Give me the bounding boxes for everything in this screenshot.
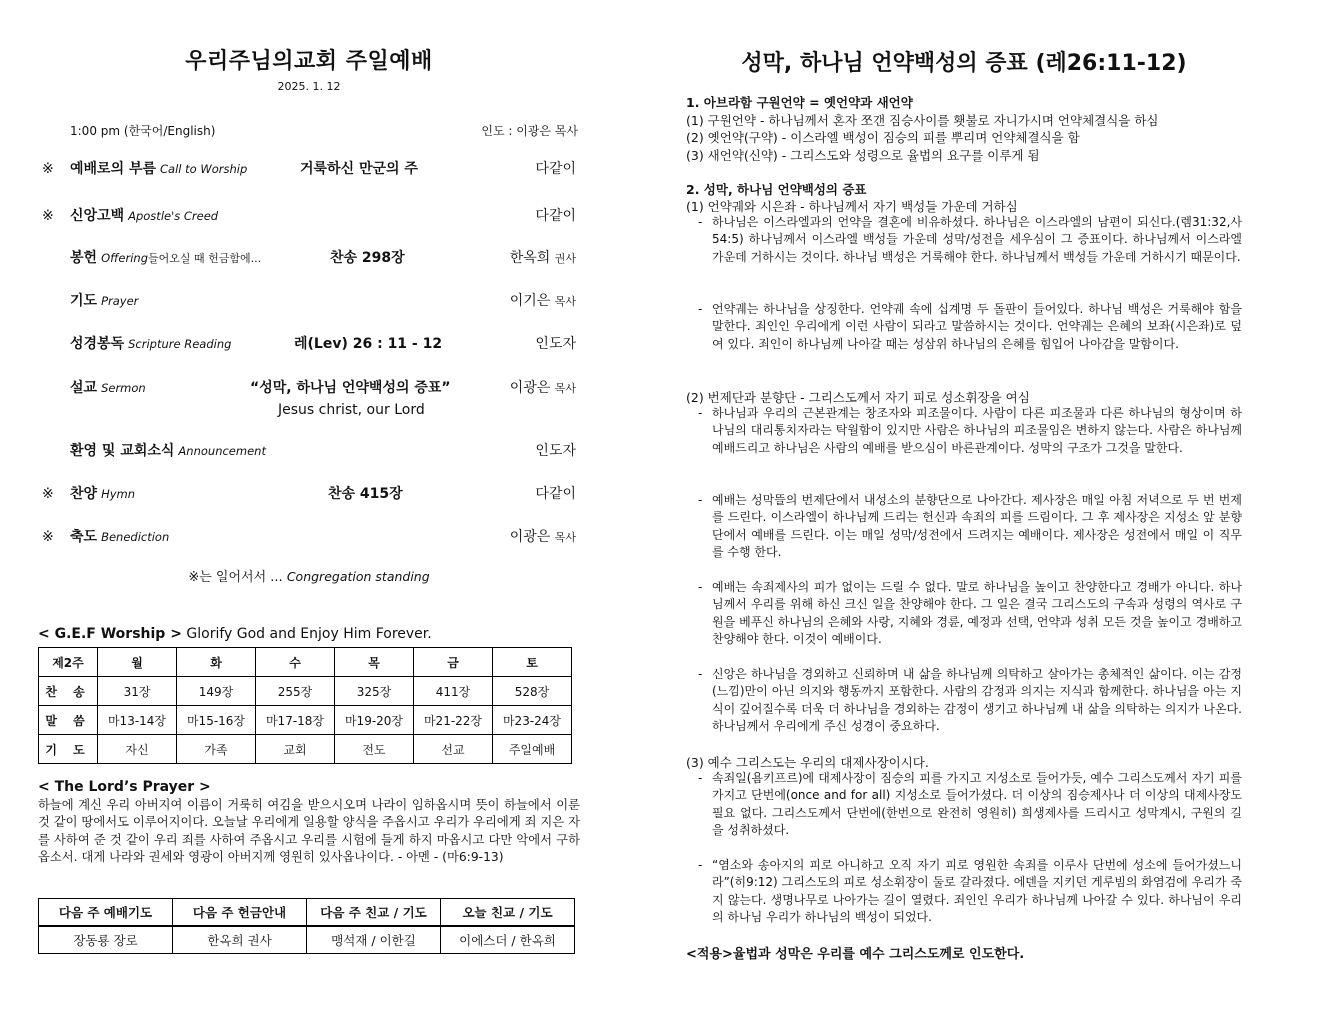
week-cell: 가족 <box>177 735 256 764</box>
order-item-en: Hymn <box>101 487 136 501</box>
duty-value-cell: 한옥희 권사 <box>173 926 307 954</box>
section-1-item: (1) 구원언약 - 하나님께서 혼자 쪼갠 짐승사이를 횃불로 자니가시며 언약체결식을 하심 <box>686 113 1159 128</box>
order-item <box>42 377 578 401</box>
order-item-name <box>70 483 135 503</box>
order-item-en: Announcement <box>178 444 266 458</box>
leader-name: 다같이 <box>535 486 576 502</box>
leader-name: 다같이 <box>535 208 576 224</box>
week-cell: 선교 <box>414 735 493 764</box>
bullet-text: 하나님과 우리의 근본관계는 창조자와 피조물이다. 사람이 다른 피조물과 다른 하나님의 형상이며 하나님의 대리통치자라는 탁월함이 있지만 사람은 하나님의 피조물임은 변하지 않는다. 사람은 하나님께 예배드리고 하나님은 사람의 예배를 받으심이 바른관계이다. 성막의 구조가 그것을 말한다. <box>712 406 1242 455</box>
standing-mark: ※ <box>42 486 54 502</box>
duty-header-cell: 다음 주 헌금안내 <box>173 899 307 927</box>
order-item <box>42 158 578 182</box>
order-item-name <box>70 333 231 353</box>
week-row-label: 제2주 <box>39 648 98 677</box>
bullet-paragraph: - 속죄일(욤키프르)에 대제사장이 짐승의 피를 가지고 지성소로 들어가듯, 예수 그리스도께서 자기 피를 가지고 단번에(once and for all) 지성소로 들어가셨다. 더 이상의 짐승제사나 더 이상의 대제사장도 필요 없다. 그리스도께서 단번에(한번으로 완전히 영원히) 희생제사를 드리시고 성막계시, 구원의 길을 성취하셨다. <box>698 770 1242 839</box>
application-line: <적용>율법과 성막은 우리를 예수 그리스도께로 인도한다. <box>686 947 1025 962</box>
service-date: 2025. 1. 12 <box>277 80 341 93</box>
week-cell: 화 <box>177 648 256 677</box>
week-cell: 528장 <box>493 677 572 706</box>
lords-prayer-title: < The Lord’s Prayer > <box>38 779 211 795</box>
week-cell: 마15-16장 <box>177 706 256 735</box>
order-item-note: 들어오실 때 헌금함에... <box>148 252 262 265</box>
order-item-ko: 성경봉독 <box>70 336 125 352</box>
order-item-leader <box>510 377 576 397</box>
bullet-paragraph: - 하나님과 우리의 근본관계는 창조자와 피조물이다. 사람이 다른 피조물과 다른 하나님의 형상이며 하나님의 대리통치자라는 탁월함이 있지만 사람은 하나님의 피조물임은 변하지 않는다. 사람은 하나님께 예배드리고 하나님은 사람의 예배를 받으심이 바른관계이다. 성막의 구조가 그것을 말한다. <box>698 405 1242 457</box>
leader-name: 다같이 <box>535 161 576 177</box>
bullet-paragraph: - “염소와 송아지의 피로 아니하고 오직 자기 피로 영원한 속죄를 이루사 단번에 성소에 들어가셨느니라”(히9:12) 그리스도의 피로 성소휘장이 둘로 갈라졌다. 에덴을 지키던 게루빔의 화염검에 우리가 죽지 않는다. 생명나무로 나아가는 길이 열렸다. 죄인인 우리가 하나님께 나아갈 수 있다. 하나님이 우리의 하나님 우리가 하나님의 백성이 되었다. <box>698 857 1242 926</box>
duty-header-cell: 다음 주 친교 / 기도 <box>307 899 441 927</box>
week-row-label: 찬 송 <box>39 677 98 706</box>
order-item-leader <box>510 526 576 546</box>
section-2-heading: 2. 성막, 하나님 언약백성의 증표 <box>686 182 867 197</box>
order-item-leader <box>510 247 576 267</box>
order-item-leader <box>510 290 576 310</box>
order-item-content: 레(Lev) 26 : 11 - 12 <box>294 336 443 352</box>
week-row-label: 말 씀 <box>39 706 98 735</box>
leader-title: 목사 <box>554 295 576 308</box>
order-item-en: Benediction <box>101 530 170 544</box>
leader-name: 이광은 <box>509 380 551 396</box>
order-item-ko: 설교 <box>70 380 98 396</box>
week-cell: 마19-20장 <box>335 706 414 735</box>
time-row <box>70 122 578 139</box>
order-item-ko: 예배로의 부름 <box>70 161 157 177</box>
leader-name: 이기은 <box>509 293 551 309</box>
week-cell: 411장 <box>414 677 493 706</box>
order-item-ko: 기도 <box>70 293 98 309</box>
order-item-en: Scripture Reading <box>128 337 232 351</box>
week-cell: 자신 <box>98 735 177 764</box>
order-item-en: Sermon <box>101 381 146 395</box>
duty-value-row <box>39 926 575 954</box>
week-row <box>39 677 572 706</box>
order-item-name <box>70 377 146 397</box>
order-item-name <box>70 205 218 225</box>
bullet-paragraph: - 예배는 속죄제사의 피가 없이는 드릴 수 없다. 말로 하나님을 높이고 찬양한다고 경배가 아니다. 하나님께서 우리를 위해 하신 크신 일을 찬양해야 한다. 그 일은 결국 그리스도의 구속과 성령의 역사로 구원을 베푸신 하나님의 은혜와 사랑, 지혜와 경륜, 예정과 선택, 언약과 성취 모든 것을 높이고 경배하고 찬양해야 한다. 이것이 예배이다. <box>698 579 1242 648</box>
section-2-point: (2) 번제단과 분향단 - 그리스도께서 자기 피로 성소휘장을 여심 <box>686 390 1030 405</box>
service-title: 우리주님의교회 주일예배 <box>185 49 433 74</box>
week-cell: 월 <box>98 648 177 677</box>
order-item-name <box>70 158 247 178</box>
bullet-paragraph: - 예배는 성막뜰의 번제단에서 내성소의 분향단으로 나아간다. 제사장은 매일 아침 저녁으로 두 번 번제를 드린다. 이스라엘이 하나님께 드리는 헌신과 속죄의 피를 드림이다. 그 후 제사장은 지성소 앞 분향단에서 예배를 드린다. 이는 매일 성막/성전에서 드려지는 예배이다. 제사장은 성전에서 매일 이 직무를 수행 한다. <box>698 492 1242 561</box>
bullet-text: 예배는 성막뜰의 번제단에서 내성소의 분향단으로 나아간다. 제사장은 매일 아침 저녁으로 두 번 번제를 드린다. 이스라엘이 하나님께 드리는 헌신과 속죄의 피를 드림이다. 그 후 제사장은 지성소 앞 분향단에서 예배를 드린다. 이는 매일 성막/성전에서 드려지는 예배이다. 제사장은 성전에서 매일 이 직무를 수행 한다. <box>712 493 1242 559</box>
duty-header-cell: 다음 주 예배기도 <box>39 899 173 927</box>
week-cell: 주일예배 <box>493 735 572 764</box>
order-item-leader <box>535 205 576 225</box>
order-item-ko: 봉헌 <box>70 250 98 266</box>
bullet-paragraph: - 하나님은 이스라엘과의 언약을 결혼에 비유하셨다. 하나님은 이스라엘의 남편이 되신다.(렘31:32,사54:5) 하나님께서 이스라엘 백성들 가운데 성막/성전을 세우심이 그 증표이다. 하나님께서 이스라엘 가운데 거하시는 것이다. 하나님 백성은 거룩해야 한다. 하나님께서 백성들 가운데 거하시기 때문이다. <box>698 214 1242 266</box>
week-cell: 목 <box>335 648 414 677</box>
leader-title: 목사 <box>554 382 576 395</box>
leader-name: 인도자 <box>535 336 576 352</box>
order-item-name <box>70 247 261 267</box>
gef-title: < G.E.F Worship > <box>38 626 182 642</box>
section-1-heading: 1. 아브라함 구원언약 = 옛언약과 새언약 <box>686 95 913 110</box>
order-item <box>42 290 578 314</box>
week-row-label: 기 도 <box>39 735 98 764</box>
weekly-plan-table <box>38 647 572 764</box>
order-item <box>42 526 578 550</box>
leader-name: 이광은 <box>509 529 551 545</box>
order-item-leader <box>535 158 576 178</box>
bullet-text: 속죄일(욤키프르)에 대제사장이 짐승의 피를 가지고 지성소로 들어가듯, 예수 그리스도께서 자기 피를 가지고 단번에(once and for all) 지성소로 들어가셨다. 더 이상의 짐승제사나 더 이상의 대제사장도 필요 없다. 그리스도께서 단번에(한번으로 완전히 영원히) 희생제사를 드리시고 성막계시, 구원의 길을 성취하셨다. <box>712 771 1242 837</box>
order-item <box>42 440 578 464</box>
duty-value-cell: 이에스더 / 한옥희 <box>441 926 575 954</box>
week-cell: 255장 <box>256 677 335 706</box>
service-time: 1:00 pm (한국어/English) <box>70 124 216 138</box>
duty-header-cell: 오늘 친교 / 기도 <box>441 899 575 927</box>
leader-name: 인도자 <box>535 443 576 459</box>
week-cell: 전도 <box>335 735 414 764</box>
week-cell: 31장 <box>98 677 177 706</box>
bullet-paragraph: - 언약궤는 하나님을 상징한다. 언약궤 속에 십계명 두 돌판이 들어있다. 하나님 백성은 거룩해야 함을 말한다. 죄인인 우리에게 이런 사람이 되라고 말씀하시는 것이다. 언약궤는 은혜의 보좌(시은좌)로 덮여 있다. 죄인이 하나님께 나아갈 때는 성삼위 하나님의 은혜를 힘입어 나아감을 말함이다. <box>698 301 1242 353</box>
week-header-row <box>39 648 572 677</box>
order-item-en: Offering <box>101 251 149 265</box>
order-item-name <box>70 290 138 310</box>
sermon-subtitle: Jesus christ, our Lord <box>278 402 425 418</box>
order-item <box>42 205 578 229</box>
section-2-point: (1) 언약궤와 시은좌 - 하나님께서 자기 백성들 가운데 거하심 <box>686 199 1018 214</box>
order-item-leader <box>535 440 576 460</box>
standing-note-ko: ※는 일어서서 ... <box>188 570 283 585</box>
week-cell: 교회 <box>256 735 335 764</box>
order-item-ko: 신앙고백 <box>70 208 125 224</box>
order-item-ko: 환영 및 교회소식 <box>70 443 175 459</box>
gef-heading <box>38 626 432 642</box>
section-2-point: (3) 예수 그리스도는 우리의 대제사장이시다. <box>686 755 929 770</box>
week-cell: 마23-24장 <box>493 706 572 735</box>
order-item-en: Call to Worship <box>160 162 248 176</box>
section-1-item: (2) 옛언약(구약) - 이스라엘 백성이 짐승의 피를 뿌리며 언약체결식을 함 <box>686 130 1080 145</box>
order-item-content: 찬송 415장 <box>328 486 403 502</box>
week-cell: 마13-14장 <box>98 706 177 735</box>
service-leader: 인도 : 이광은 목사 <box>481 124 578 138</box>
order-item-en: Prayer <box>101 294 139 308</box>
order-item-en: Apostle's Creed <box>128 209 219 223</box>
order-item-leader <box>535 483 576 503</box>
week-cell: 마21-22장 <box>414 706 493 735</box>
week-cell: 마17-18장 <box>256 706 335 735</box>
order-item-leader <box>535 333 576 353</box>
leader-title: 권사 <box>554 252 576 265</box>
leader-title: 목사 <box>554 531 576 544</box>
order-item-ko: 축도 <box>70 529 98 545</box>
duty-value-cell: 장동룡 장로 <box>39 926 173 954</box>
bullet-text: 언약궤는 하나님을 상징한다. 언약궤 속에 십계명 두 돌판이 들어있다. 하나님 백성은 거룩해야 함을 말한다. 죄인인 우리에게 이런 사람이 되라고 말씀하시는 것이다. 언약궤는 은혜의 보좌(시은좌)로 덮여 있다. 죄인이 하나님께 나아갈 때는 성삼위 하나님의 은혜를 힘입어 나아감을 말함이다. <box>712 302 1242 351</box>
leader-name: 한옥희 <box>509 250 551 266</box>
sermon-title: 성막, 하나님 언약백성의 증표 (레26:11-12) <box>741 51 1187 76</box>
duty-header-row <box>39 899 575 927</box>
order-item <box>42 483 578 507</box>
duty-table <box>38 898 575 954</box>
standing-mark: ※ <box>42 161 54 177</box>
bullet-text: 예배는 속죄제사의 피가 없이는 드릴 수 없다. 말로 하나님을 높이고 찬양한다고 경배가 아니다. 하나님께서 우리를 위해 하신 크신 일을 찬양해야 한다. 그 일은 결국 그리스도의 구속과 성령의 역사로 구원을 베푸신 하나님의 은혜와 사랑, 지혜와 경륜, 예정과 선택, 언약과 성취 모든 것을 높이고 경배하고 찬양해야 한다. 이것이 예배이다. <box>712 580 1242 646</box>
order-item-content: 거룩하신 만군의 주 <box>300 161 418 177</box>
week-cell: 수 <box>256 648 335 677</box>
week-cell: 토 <box>493 648 572 677</box>
bullet-paragraph: - 신앙은 하나님을 경외하고 신뢰하며 내 삶을 하나님께 의탁하고 살아가는 총체적인 삶이다. 이는 감정(느낌)만이 아닌 의지와 행동까지 포함한다. 사람의 감정과 의지는 지식과 함께한다. 하나님을 아는 지식이 깊어질수록 더욱 더 하나님을 경외하는 감정이 생기고 하나님께 내 삶을 의탁하는 의지가 나온다. 하나님께서 우리에게 주신 성경이 중요하다. <box>698 666 1242 735</box>
order-item-content: 찬송 298장 <box>330 250 405 266</box>
week-cell: 325장 <box>335 677 414 706</box>
order-item <box>42 333 578 357</box>
week-cell: 149장 <box>177 677 256 706</box>
order-item-name <box>70 526 169 546</box>
gef-subtitle: Glorify God and Enjoy Him Forever. <box>186 626 432 642</box>
bullet-text: 신앙은 하나님을 경외하고 신뢰하며 내 삶을 하나님께 의탁하고 살아가는 총체적인 삶이다. 이는 감정(느낌)만이 아닌 의지와 행동까지 포함한다. 사람의 감정과 의지는 지식과 함께한다. 하나님을 아는 지식이 깊어질수록 더욱 더 하나님을 경외하는 감정이 생기고 하나님께 내 삶을 의탁하는 의지가 나온다. 하나님께서 우리에게 주신 성경이 중요하다. <box>712 667 1242 733</box>
section-1-item: (3) 새언약(신약) - 그리스도와 성령으로 율법의 요구를 이루게 됨 <box>686 148 1040 163</box>
duty-value-cell: 맹석재 / 이한길 <box>307 926 441 954</box>
order-item <box>42 247 578 271</box>
order-item-name <box>70 440 266 460</box>
standing-mark: ※ <box>42 529 54 545</box>
standing-note-en: Congregation standing <box>286 569 430 584</box>
bullet-text: 하나님은 이스라엘과의 언약을 결혼에 비유하셨다. 하나님은 이스라엘의 남편이 되신다.(렘31:32,사54:5) 하나님께서 이스라엘 백성들 가운데 성막/성전을 세우심이 그 증표이다. 하나님께서 이스라엘 가운데 거하시는 것이다. 하나님 백성은 거룩해야 한다. 하나님께서 백성들 가운데 거하시기 때문이다. <box>712 215 1242 264</box>
week-row <box>39 706 572 735</box>
standing-note <box>38 566 580 585</box>
week-row <box>39 735 572 764</box>
standing-mark: ※ <box>42 208 54 224</box>
order-item-ko: 찬양 <box>70 486 98 502</box>
bullet-text: “염소와 송아지의 피로 아니하고 오직 자기 피로 영원한 속죄를 이루사 단번에 성소에 들어가셨느니라”(히9:12) 그리스도의 피로 성소휘장이 둘로 갈라졌다. 에덴을 지키던 게루빔의 화염검에 우리가 죽지 않는다. 생명나무로 나아가는 길이 열렸다. 죄인인 우리가 하나님께 나아갈 수 있다. 하나님이 우리의 하나님 우리가 하나님의 백성이 되었다. <box>712 858 1242 924</box>
week-cell: 금 <box>414 648 493 677</box>
lords-prayer-text: 하늘에 계신 우리 아버지여 이름이 거룩히 여김을 받으시오며 나라이 임하옵시며 뜻이 하늘에서 이룬 것 같이 땅에서도 이루어지이다. 오늘날 우리에게 일용할 양식을 주옵시고 우리가 우리에게 죄 지은 자를 사하여 준 것 같이 우리 죄를 사하여 주옵시고 우리를 시험에 들게 하지 마옵시고 다만 악에서 구하옵소서. 대게 나라와 권세와 영광이 아버지께 영원히 있사옵나이다. - 아멘 - (마6:9-13) <box>38 798 580 864</box>
order-item-content: “성막, 하나님 언약백성의 증표” <box>250 380 451 396</box>
